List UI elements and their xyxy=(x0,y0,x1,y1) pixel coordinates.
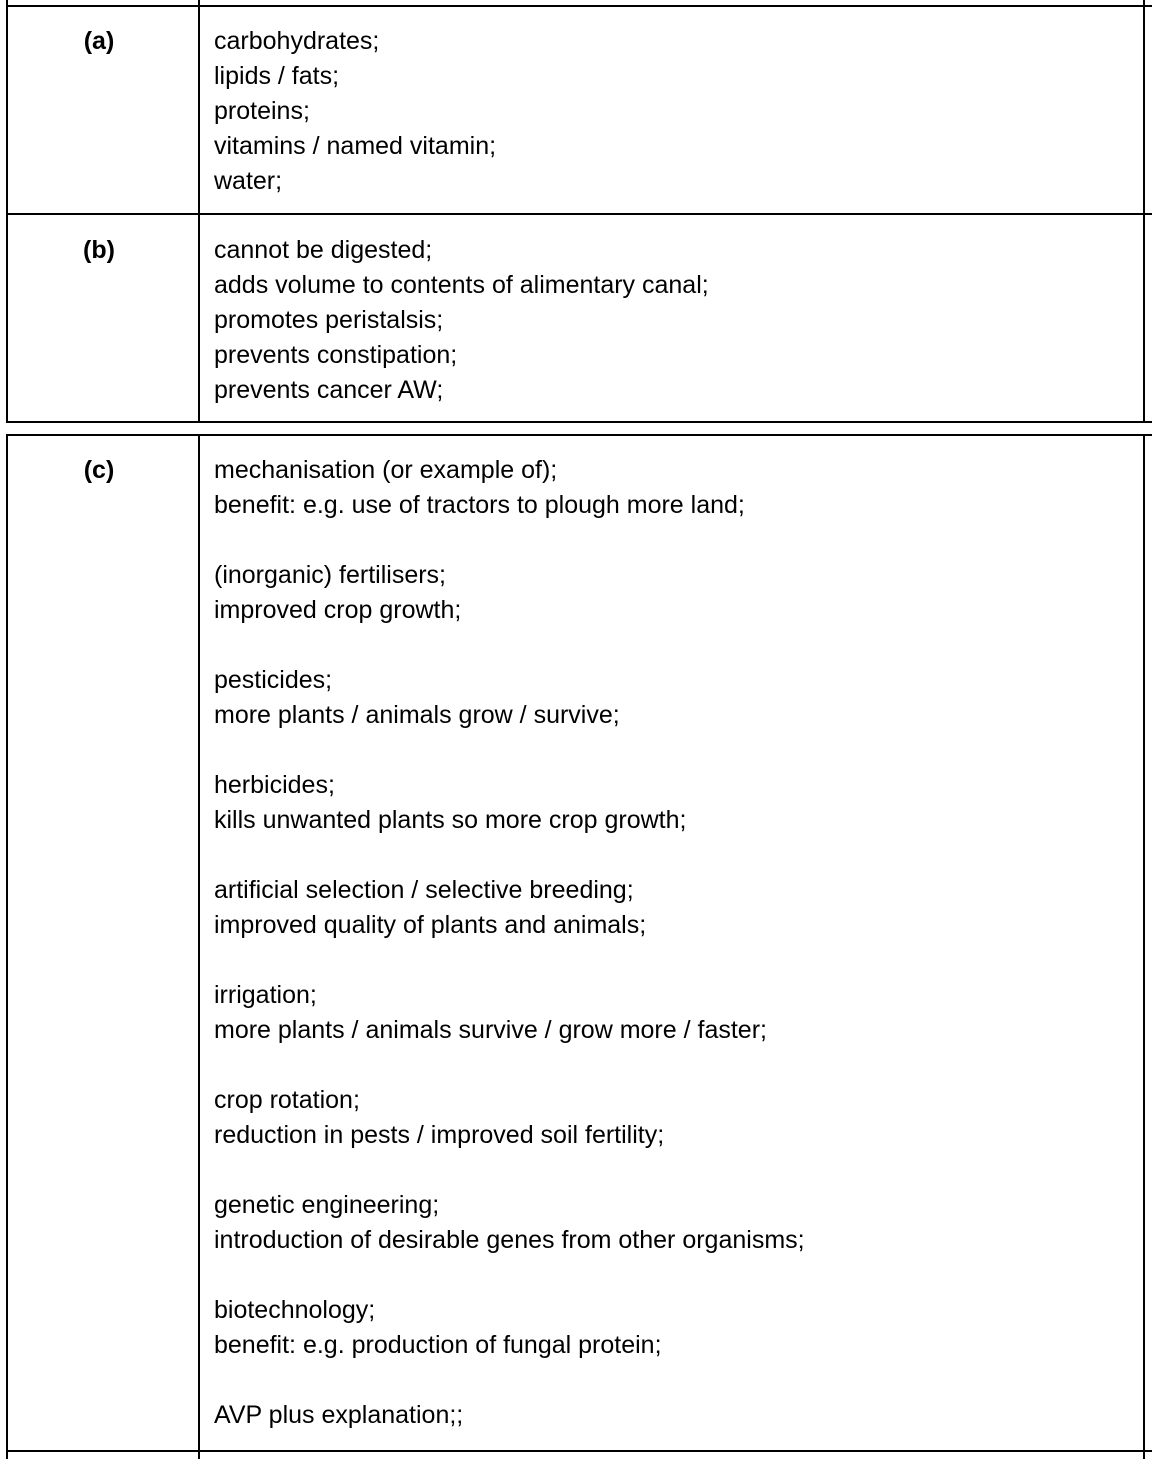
answer-line: reduction in pests / improved soil fertility; xyxy=(214,1121,665,1149)
answer-line: improved crop growth; xyxy=(214,596,462,624)
answer-line: introduction of desirable genes from other organisms; xyxy=(214,1226,805,1254)
table2-left-border xyxy=(6,434,8,1459)
answer-line: adds volume to contents of alimentary canal; xyxy=(214,271,709,299)
row-c-answers xyxy=(214,453,805,1433)
answer-line: vitamins / named vitamin; xyxy=(214,132,497,160)
table2-bottom-border xyxy=(6,1450,1152,1452)
answer-line: genetic engineering; xyxy=(214,1191,440,1219)
row-a-label: (a) xyxy=(83,27,115,55)
answer-line: prevents constipation; xyxy=(214,341,458,369)
answer-line: carbohydrates; xyxy=(214,27,380,55)
table1-right-border xyxy=(1143,0,1145,423)
row-c-label: (c) xyxy=(83,456,115,484)
answer-line: water; xyxy=(214,167,283,195)
answer-line: (inorganic) fertilisers; xyxy=(214,561,447,589)
row-b-answers xyxy=(214,233,709,408)
answer-line: mechanisation (or example of); xyxy=(214,456,558,484)
answer-line: crop rotation; xyxy=(214,1086,360,1114)
answer-line: more plants / animals grow / survive; xyxy=(214,701,620,729)
row-a-answers xyxy=(214,24,496,199)
table2-column-divider xyxy=(198,434,200,1459)
answer-line: biotechnology; xyxy=(214,1296,376,1324)
table1-top-border xyxy=(6,5,1152,7)
answer-line: AVP plus explanation;; xyxy=(214,1401,464,1429)
table1-bottom-border xyxy=(6,421,1152,423)
answer-line: artificial selection / selective breeding; xyxy=(214,876,634,904)
table2-top-border xyxy=(6,434,1152,436)
answer-line: pesticides; xyxy=(214,666,333,694)
answer-line: irrigation; xyxy=(214,981,317,1009)
table1-row-divider xyxy=(6,213,1152,215)
table1-left-border xyxy=(6,0,8,423)
answer-line: more plants / animals survive / grow more / faster; xyxy=(214,1016,767,1044)
answer-line: kills unwanted plants so more crop growth; xyxy=(214,806,687,834)
table1-column-divider xyxy=(198,0,200,423)
answer-line: proteins; xyxy=(214,97,310,125)
answer-line: prevents cancer AW; xyxy=(214,376,444,404)
answer-line: cannot be digested; xyxy=(214,236,433,264)
answer-line: herbicides; xyxy=(214,771,335,799)
answer-line: benefit: e.g. use of tractors to plough more land; xyxy=(214,491,745,519)
answer-line: improved quality of plants and animals; xyxy=(214,911,647,939)
table2-right-border xyxy=(1143,434,1145,1459)
answer-line: benefit: e.g. production of fungal protein; xyxy=(214,1331,662,1359)
answer-line: lipids / fats; xyxy=(214,62,340,90)
row-b-label: (b) xyxy=(83,236,115,264)
answer-line: promotes peristalsis; xyxy=(214,306,444,334)
